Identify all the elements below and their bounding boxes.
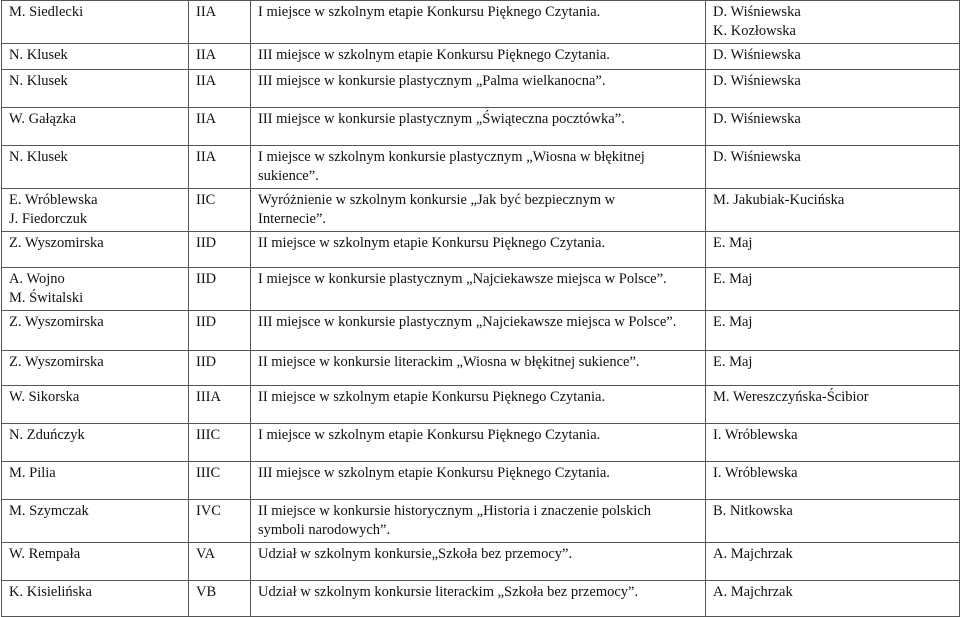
- teacher-cell: M. Wereszczyńska-Ścibior: [706, 386, 960, 424]
- description-cell: [251, 543, 706, 581]
- student-name-cell: M. Siedlecki: [2, 1, 189, 44]
- teacher-cell: B. Nitkowska: [706, 500, 960, 543]
- student-name-cell: E. Wróblewska J. Fiedorczuk: [2, 189, 189, 232]
- table-row: [2, 146, 960, 189]
- table-row: [2, 268, 960, 311]
- description-cell: [251, 311, 706, 351]
- table-row: [2, 44, 960, 70]
- description-cell: [251, 268, 706, 311]
- description-cell: [251, 44, 706, 70]
- table-row: [2, 462, 960, 500]
- description-cell: [251, 108, 706, 146]
- class-cell: IVC: [189, 500, 251, 543]
- teacher-cell: D. Wiśniewska: [706, 108, 960, 146]
- student-name-cell: M. Pilia: [2, 462, 189, 500]
- teacher-cell: D. Wiśniewska: [706, 44, 960, 70]
- description-text: I miejsce w szkolnym etapie Konkursu Pięknego Czytania.: [258, 427, 601, 443]
- class-cell: IIA: [189, 70, 251, 108]
- description-text: III miejsce w konkursie plastycznym „Palma wielkanocna”.: [258, 73, 606, 89]
- table-row: [2, 70, 960, 108]
- description-text: Wyróżnienie w szkolnym konkursie „Jak być bezpiecznym w Internecie”.: [258, 192, 616, 227]
- description-text: I miejsce w konkursie plastycznym „Najciekawsze miejsca w Polsce”.: [258, 271, 667, 287]
- teacher-cell: D. Wiśniewska: [706, 146, 960, 189]
- table-row: [2, 500, 960, 543]
- student-name-cell: K. Kisielińska: [2, 581, 189, 617]
- description-cell: [251, 386, 706, 424]
- description-text: III miejsce w konkursie plastycznym „Najciekawsze miejsca w Polsce”.: [258, 314, 677, 330]
- description-text: III miejsce w szkolnym etapie Konkursu Pięknego Czytania.: [258, 47, 610, 63]
- teacher-cell: I. Wróblewska: [706, 462, 960, 500]
- description-text: I miejsce w szkolnym etapie Konkursu Pięknego Czytania.: [258, 4, 601, 20]
- table-row: [2, 351, 960, 386]
- teacher-cell: D. Wiśniewska K. Kozłowska: [706, 1, 960, 44]
- class-cell: IID: [189, 268, 251, 311]
- awards-table: [1, 0, 960, 617]
- description-cell: [251, 232, 706, 268]
- student-name-cell: W. Gałązka: [2, 108, 189, 146]
- table-row: [2, 386, 960, 424]
- class-cell: IIIA: [189, 386, 251, 424]
- class-cell: IID: [189, 311, 251, 351]
- student-name-cell: N. Zduńczyk: [2, 424, 189, 462]
- description-text: II miejsce w konkursie historycznym „Historia i znaczenie polskich symboli narodowych”.: [258, 503, 651, 538]
- teacher-cell: E. Maj: [706, 351, 960, 386]
- description-text: II miejsce w szkolnym etapie Konkursu Pięknego Czytania.: [258, 235, 606, 251]
- class-cell: IID: [189, 351, 251, 386]
- class-cell: IID: [189, 232, 251, 268]
- student-name-cell: W. Rempała: [2, 543, 189, 581]
- student-name-cell: W. Sikorska: [2, 386, 189, 424]
- class-cell: IIA: [189, 1, 251, 44]
- student-name-cell: N. Klusek: [2, 70, 189, 108]
- description-cell: [251, 189, 706, 232]
- class-cell: IIIC: [189, 424, 251, 462]
- description-text: III miejsce w konkursie plastycznym „Świąteczna pocztówka”.: [258, 111, 625, 127]
- class-cell: IIA: [189, 44, 251, 70]
- description-cell: [251, 462, 706, 500]
- class-cell: IIC: [189, 189, 251, 232]
- class-cell: VA: [189, 543, 251, 581]
- description-cell: [251, 70, 706, 108]
- teacher-cell: M. Jakubiak-Kucińska: [706, 189, 960, 232]
- description-text: III miejsce w szkolnym etapie Konkursu Pięknego Czytania.: [258, 465, 610, 481]
- description-cell: [251, 1, 706, 44]
- student-name-cell: Z. Wyszomirska: [2, 351, 189, 386]
- table-row: [2, 424, 960, 462]
- class-cell: VB: [189, 581, 251, 617]
- teacher-cell: E. Maj: [706, 268, 960, 311]
- student-name-cell: A. Wojno M. Świtalski: [2, 268, 189, 311]
- student-name-cell: N. Klusek: [2, 146, 189, 189]
- table-row: [2, 1, 960, 44]
- description-text: I miejsce w szkolnym konkursie plastycznym „Wiosna w błękitnej sukience”.: [258, 149, 645, 184]
- teacher-cell: E. Maj: [706, 232, 960, 268]
- class-cell: IIA: [189, 146, 251, 189]
- description-cell: [251, 351, 706, 386]
- table-row: [2, 543, 960, 581]
- description-cell: [251, 146, 706, 189]
- teacher-cell: A. Majchrzak: [706, 581, 960, 617]
- description-text: Udział w szkolnym konkursie literackim „Szkoła bez przemocy”.: [258, 584, 639, 600]
- student-name-cell: Z. Wyszomirska: [2, 232, 189, 268]
- awards-table-body: [2, 1, 960, 617]
- teacher-cell: E. Maj: [706, 311, 960, 351]
- student-name-cell: Z. Wyszomirska: [2, 311, 189, 351]
- description-text: II miejsce w konkursie literackim „Wiosna w błękitnej sukience”.: [258, 354, 640, 370]
- class-cell: IIIC: [189, 462, 251, 500]
- table-row: [2, 108, 960, 146]
- description-cell: [251, 500, 706, 543]
- description-text: Udział w szkolnym konkursie„Szkoła bez przemocy”.: [258, 546, 573, 562]
- teacher-cell: A. Majchrzak: [706, 543, 960, 581]
- table-row: [2, 311, 960, 351]
- student-name-cell: M. Szymczak: [2, 500, 189, 543]
- table-row: [2, 189, 960, 232]
- teacher-cell: I. Wróblewska: [706, 424, 960, 462]
- teacher-cell: D. Wiśniewska: [706, 70, 960, 108]
- description-cell: [251, 424, 706, 462]
- class-cell: IIA: [189, 108, 251, 146]
- description-text: II miejsce w szkolnym etapie Konkursu Pięknego Czytania.: [258, 389, 606, 405]
- student-name-cell: N. Klusek: [2, 44, 189, 70]
- table-row: [2, 232, 960, 268]
